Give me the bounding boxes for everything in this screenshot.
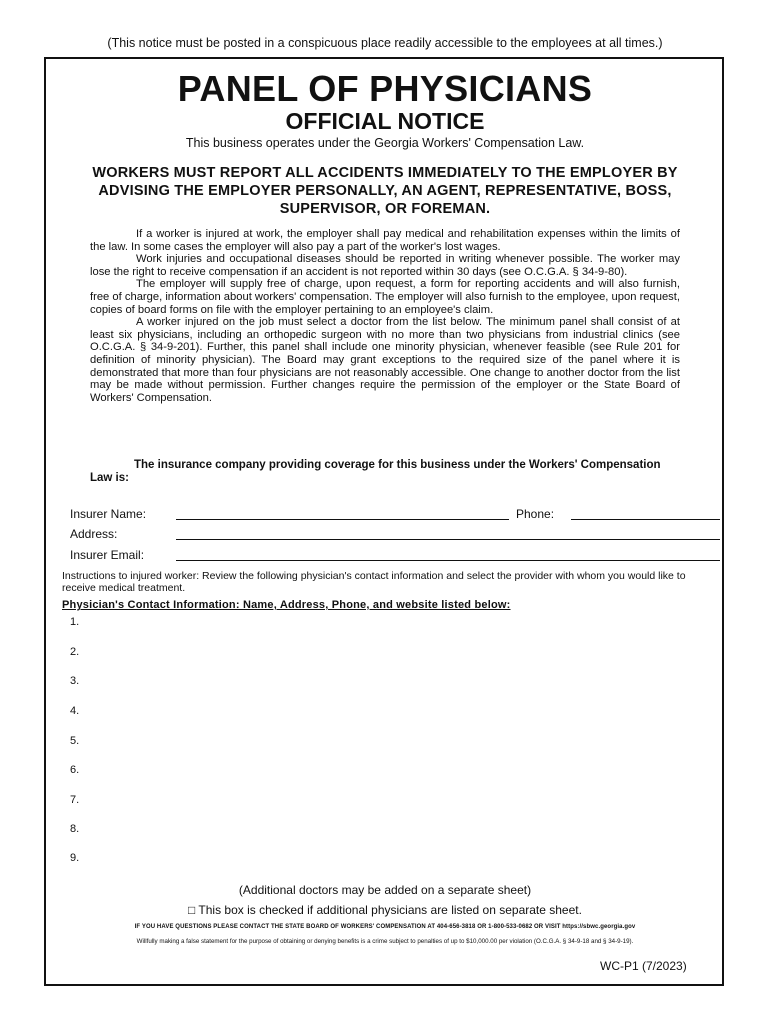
address-label: Address: [70,527,118,541]
page-title: PANEL OF PHYSICIANS [177,68,593,109]
contact-board-line: IF YOU HAVE QUESTIONS PLEASE CONTACT THE STATE BOARD OF WORKERS' COMPENSATION AT 404-656-3818 OR 1-800-533-0682 OR VISIT https://sbwc.georgia.gov [134,924,636,930]
insurance-intro-text: The insurance company providing coverage for this business under the Workers' Compensation Law is: [90,459,661,484]
physician-entry-6[interactable]: 6. [70,764,80,776]
additional-doctors-note: (Additional doctors may be added on a separate sheet) [238,883,532,897]
insurance-intro [90,459,680,485]
insurer-address-field[interactable] [176,539,720,540]
physician-entry-4[interactable]: 4. [70,705,80,717]
form-id: WC-P1 (7/2023) [600,959,687,973]
insurer-name-field[interactable] [176,519,509,520]
paragraph-medical-expenses: If a worker is injured at work, the employer shall pay medical and rehabilitation expenses within the limits of the law. In some cases the employer will also pay a part of the worker's lost wages. [90,228,680,253]
paragraph-employer-forms: The employer will supply free of charge, upon request, a form for reporting accidents and will also furnish, free of charge, information about workers' compensation. The employer will also furnish to the employee, upon request, copies of board forms on file with the employer pertaining to an employee's claim. [90,278,680,316]
physician-entry-3[interactable]: 3. [70,675,80,687]
injured-worker-instructions: Instructions to injured worker: Review the following physician's contact information and select the provider with whom you would like to receive medical treatment. [62,570,686,594]
posting-notice: (This notice must be posted in a conspicuous place readily accessible to the employees at all times.) [107,36,663,50]
insurer-email-field[interactable] [176,560,720,561]
physician-entry-9[interactable]: 9. [70,852,80,864]
report-accidents-warning: WORKERS MUST REPORT ALL ACCIDENTS IMMEDIATELY TO THE EMPLOYER BY ADVISING THE EMPLOYER PERSONALLY, AN AGENT, REPRESENTATIVE, BOSS, SUPERVISOR, OR FOREMAN. [92,165,678,217]
physician-entry-2[interactable]: 2. [70,646,80,658]
physician-entry-7[interactable]: 7. [70,794,80,806]
notice-body [90,228,680,404]
physician-entry-5[interactable]: 5. [70,735,80,747]
phone-label: Phone: [516,507,555,521]
false-statement-penalty: Willfully making a false statement for the purpose of obtaining or denying benefits is a crime subject to penalties of up to $10,000.00 per violation (O.C.G.A. § 34-9-18 and § 34-9-19). [136,938,634,945]
paragraph-reporting: Work injuries and occupational diseases should be reported in writing whenever possible. The worker may lose the right to receive compensation if an accident is not reported within 30 days (see O.C.G.A. § 34-9-80). [90,253,680,278]
paragraph-panel-rules: A worker injured on the job must select a doctor from the list below. The minimum panel shall consist of at least six physicians, including an orthopedic surgeon with no more than two physicians from industrial clinics (see O.C.G.A. § 34-9-201). Further, this panel shall include one minority physician, whenever feasible (see Rule 201 for definition of minority physician). The Board may grant exceptions to the required size of the panel where it is demonstrated that more than four physicians are not reasonably accessible. One change to another doctor from the list may be made without permission. Further changes require the permission of the employer or the State Board of Workers' Compensation. [90,316,680,404]
insurer-email-label: Insurer Email: [70,548,145,562]
insurer-phone-field[interactable] [571,519,720,520]
insurer-name-label: Insurer Name: [70,507,147,521]
additional-physicians-checkbox[interactable]: □ This box is checked if additional physicians are listed on separate sheet. [188,903,582,917]
physician-entry-8[interactable]: 8. [70,823,80,835]
physician-contact-heading: Physician's Contact Information: Name, Address, Phone, and website listed below: [62,599,511,611]
law-statement: This business operates under the Georgia Workers' Compensation Law. [185,136,585,150]
official-notice-heading: OFFICIAL NOTICE [285,108,485,134]
physician-entry-1[interactable]: 1. [70,616,80,628]
